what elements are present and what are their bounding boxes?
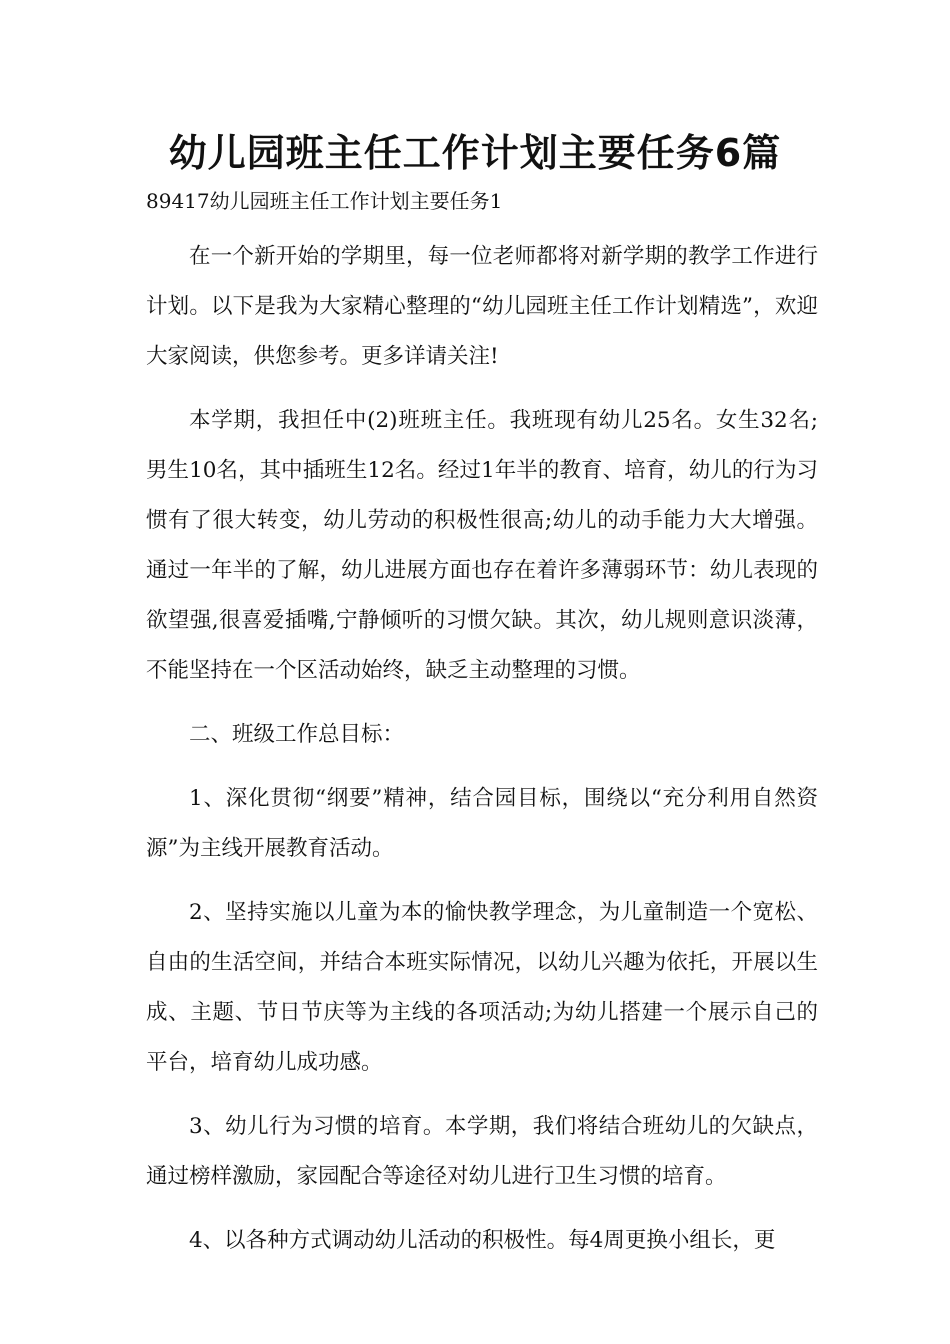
paragraph-section-heading: 二、班级工作总目标： [189, 722, 405, 747]
paragraph-goal-2: 2、坚持实施以儿童为本的愉快教学理念，为儿童制造一个宽松、自由的生活空间，并结合本班实际情况，以幼儿兴趣为依托，开展以生成、主题、节日节庆等为主线的各项活动;为幼儿搭建一个展示自己的平台，培育幼儿成功感。 [146, 900, 818, 1075]
document-title: 幼儿园班主任工作计划主要任务6篇 [168, 131, 782, 175]
document-body [146, 232, 818, 1280]
paragraph-goal-3: 3、幼儿行为习惯的培育。本学期，我们将结合班幼儿的欠缺点，通过榜样激励，家园配合等途径对幼儿进行卫生习惯的培育。 [146, 1114, 818, 1189]
paragraph-intro: 在一个新开始的学期里，每一位老师都将对新学期的教学工作进行计划。以下是我为大家精心整理的“幼儿园班主任工作计划精选”，欢迎大家阅读，供您参考。更多详请关注! [146, 244, 818, 369]
paragraph-class-situation: 本学期，我担任中(2)班班主任。我班现有幼儿25名。女生32名;男生10名，其中插班生12名。经过1年半的教育、培育，幼儿的行为习惯有了很大转变，幼儿劳动的积极性很高;幼儿的动手能力大大增强。通过一年半的了解，幼儿进展方面也存在着许多薄弱环节：幼儿表现的欲望强,很喜爱插嘴,宁静倾听的习惯欠缺。其次，幼儿规则意识淡薄，不能坚持在一个区活动始终，缺乏主动整理的习惯。 [146, 408, 818, 683]
paragraph-goal-1: 1、深化贯彻“纲要”精神，结合园目标，围绕以“充分利用自然资源”为主线开展教育活动。 [146, 786, 818, 861]
paragraph-goal-4: 4、以各种方式调动幼儿活动的积极性。每4周更换小组长，更 [189, 1228, 776, 1253]
document-subtitle: 89417幼儿园班主任工作计划主要任务1 [146, 189, 503, 213]
